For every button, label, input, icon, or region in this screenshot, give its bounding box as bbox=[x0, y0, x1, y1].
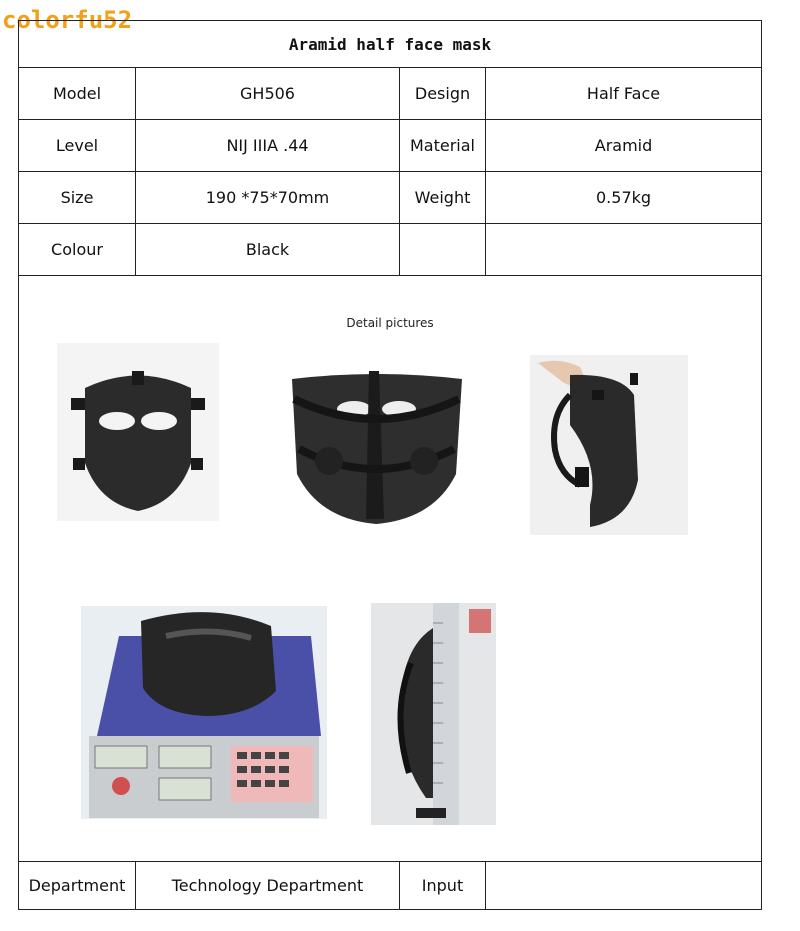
spec-label: Level bbox=[19, 120, 136, 172]
spec-label: Colour bbox=[19, 224, 136, 276]
spec-row bbox=[19, 172, 762, 224]
sheet-title: Aramid half face mask bbox=[19, 21, 762, 68]
spec-value: GH506 bbox=[136, 68, 400, 120]
spec-value: Black bbox=[136, 224, 400, 276]
spec-row bbox=[19, 68, 762, 120]
footer-label: Department bbox=[19, 862, 136, 910]
footer-value: Technology Department bbox=[136, 862, 400, 910]
footer-row bbox=[19, 862, 762, 910]
spec-label: Material bbox=[400, 120, 486, 172]
spec-value bbox=[486, 224, 762, 276]
mask-on-scale-photo bbox=[81, 606, 327, 819]
detail-pictures-section bbox=[19, 276, 762, 862]
spec-row bbox=[19, 120, 762, 172]
spec-label: Size bbox=[19, 172, 136, 224]
spec-value: 190 *75*70mm bbox=[136, 172, 400, 224]
spec-value: 0.57kg bbox=[486, 172, 762, 224]
footer-value bbox=[486, 862, 762, 910]
spec-label: Design bbox=[400, 68, 486, 120]
mask-ruler-photo bbox=[371, 603, 496, 825]
spec-value: Half Face bbox=[486, 68, 762, 120]
spec-sheet bbox=[18, 20, 762, 910]
mask-inside-photo bbox=[284, 369, 469, 529]
spec-label bbox=[400, 224, 486, 276]
watermark-text: colorfu52 bbox=[2, 6, 133, 34]
detail-pictures-heading: Detail pictures bbox=[346, 316, 434, 330]
spec-label: Weight bbox=[400, 172, 486, 224]
mask-side-photo bbox=[530, 355, 688, 535]
spec-value: NIJ IIIA .44 bbox=[136, 120, 400, 172]
mask-front-photo bbox=[57, 343, 219, 521]
footer-label: Input bbox=[400, 862, 486, 910]
spec-label: Model bbox=[19, 68, 136, 120]
spec-value: Aramid bbox=[486, 120, 762, 172]
spec-row bbox=[19, 224, 762, 276]
